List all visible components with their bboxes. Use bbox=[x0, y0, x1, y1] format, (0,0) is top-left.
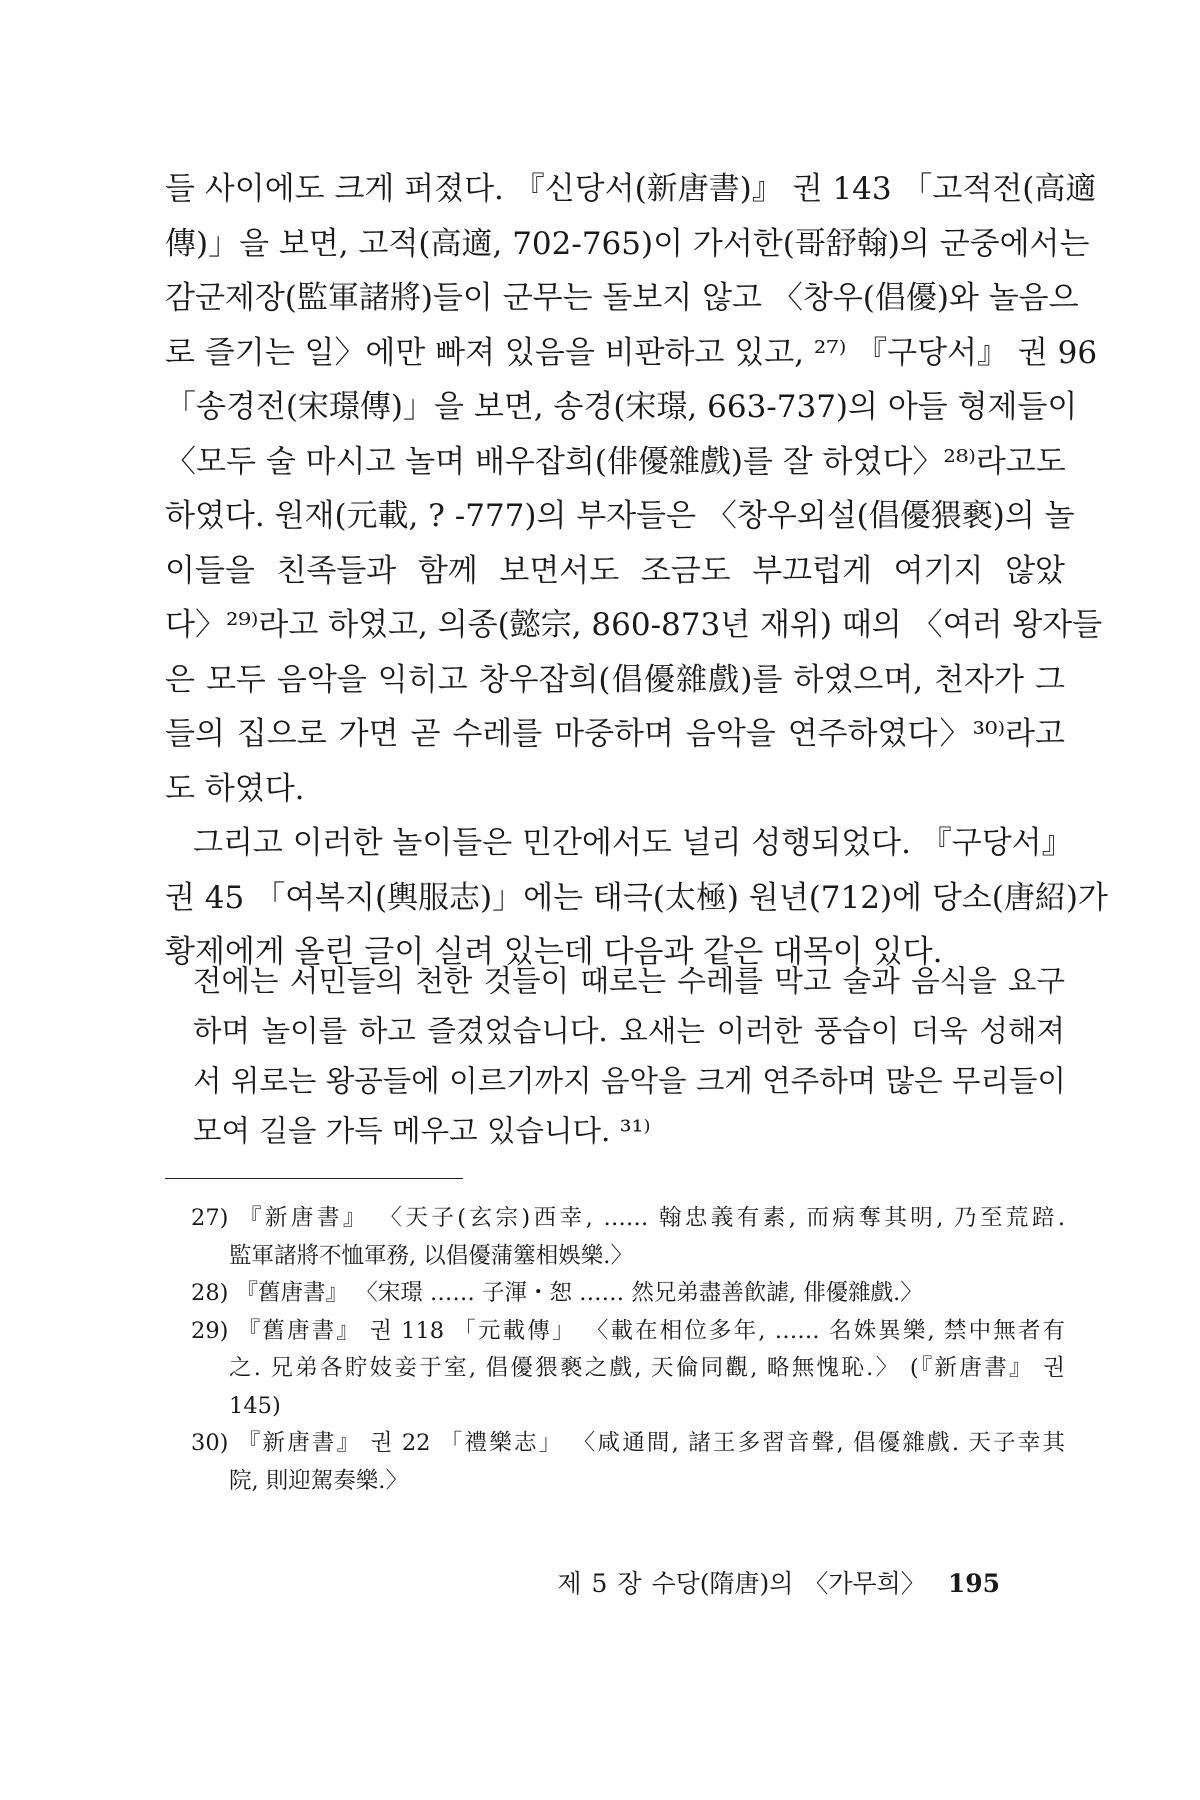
quote-line: 하며 놀이를 하고 즐겼었습니다. 요새는 이러한 풍습이 더욱 성해져 bbox=[193, 1014, 1065, 1048]
text-line: 황제에게 올린 글이 실려 있는데 다음과 같은 대목이 있다. bbox=[165, 934, 943, 970]
body-text bbox=[165, 162, 1108, 980]
text-line: 들 사이에도 크게 퍼졌다. 『신당서(新唐書)』 권 143 「고적전(高適 bbox=[165, 171, 1097, 207]
footnote-line: 28) 『舊唐書』 〈宋璟 …… 子渾・恕 …… 然兄弟盡善飮謔, 俳優雜戲.〉 bbox=[191, 1280, 923, 1306]
footnote-line: 監軍諸將不恤軍務, 以倡優蒲簺相娛樂.〉 bbox=[229, 1242, 633, 1269]
chapter-title: 제 5 장 수당(隋唐)의 〈가무희〉 bbox=[557, 1569, 926, 1598]
footnote-line: 30) 『新唐書』 권 22 「禮樂志」 〈咸通間, 諸王多習音聲, 倡優雜戲. 天子幸其 bbox=[191, 1430, 1065, 1456]
text-line: 이들을 친족들과 함께 보면서도 조금도 부끄럽게 여기지 않았 bbox=[165, 552, 1065, 589]
text-line: 감군제장(監軍諸將)들이 군무는 돌보지 않고 〈창우(倡優)와 놀음으 bbox=[165, 280, 1079, 316]
footnotes bbox=[191, 1200, 1065, 1500]
footnote-line: 145) bbox=[229, 1392, 281, 1419]
quote-line: 서 위로는 왕공들에 이르기까지 음악을 크게 연주하며 많은 무리들이 bbox=[193, 1064, 1066, 1098]
text-line: 「송경전(宋璟傳)」을 보면, 송경(宋璟, 663-737)의 아들 형제들이 bbox=[165, 389, 1078, 425]
text-line: 권 45 「여복지(輿服志)」에는 태극(太極) 원년(712)에 당소(唐紹)가 bbox=[165, 879, 1108, 916]
block-quote bbox=[193, 956, 1065, 1156]
footnote-line: 29) 『舊唐書』 권 118 「元載傳」 〈載在相位多年, …… 名姝異樂, 禁中無者有 bbox=[191, 1317, 1065, 1344]
text-line: 도 하였다. bbox=[165, 770, 305, 807]
text-line: 그리고 이러한 놀이들은 민간에서도 널리 성행되었다. 『구당서』 bbox=[193, 825, 1073, 861]
footnote-divider bbox=[165, 1178, 463, 1179]
footnote-line: 院, 則迎駕奏樂.〉 bbox=[229, 1467, 408, 1494]
quote-line: 모여 길을 가득 메우고 있습니다. ³¹⁾ bbox=[193, 1114, 651, 1148]
text-line: 은 모두 음악을 익히고 창우잡희(倡優雜戲)를 하였으며, 천자가 그 bbox=[165, 661, 1065, 698]
quote-line: 전에는 서민들의 천한 것들이 때로는 수레를 막고 술과 음식을 요구 bbox=[193, 964, 1065, 998]
text-line: 들의 집으로 가면 곧 수레를 마중하며 음악을 연주하였다〉³⁰⁾라고 bbox=[165, 716, 1065, 752]
page-number: 195 bbox=[947, 1569, 1000, 1598]
text-line: 하였다. 원재(元載, ? -777)의 부자들은 〈창우외설(倡優猥褻)의 놀 bbox=[165, 498, 1075, 534]
text-line: 傳)」을 보면, 고적(高適, 702-765)이 가서한(哥舒翰)의 군중에서는 bbox=[165, 225, 1090, 262]
text-line: 로 즐기는 일〉에만 빠져 있음을 비판하고 있고, ²⁷⁾ 『구당서』 권 96 bbox=[165, 334, 1098, 371]
text-line: 〈모두 술 마시고 놀며 배우잡희(俳優雜戲)를 잘 하였다〉²⁸⁾라고도 bbox=[165, 443, 1066, 480]
footnote-line: 之. 兄弟各貯妓妾于室, 倡優猥褻之戲, 天倫同觀, 略無愧恥.〉 (『新唐書』 권 bbox=[229, 1355, 1065, 1381]
text-line: 다〉²⁹⁾라고 하였고, 의종(懿宗, 860-873년 재위) 때의 〈여러 왕자들 bbox=[165, 607, 1103, 643]
footnote-line: 27) 『新唐書』 〈天子(玄宗)西幸, …… 翰忠義有素, 而病奪其明, 乃至荒踣. bbox=[191, 1205, 1065, 1231]
running-footer bbox=[557, 1564, 1000, 1600]
